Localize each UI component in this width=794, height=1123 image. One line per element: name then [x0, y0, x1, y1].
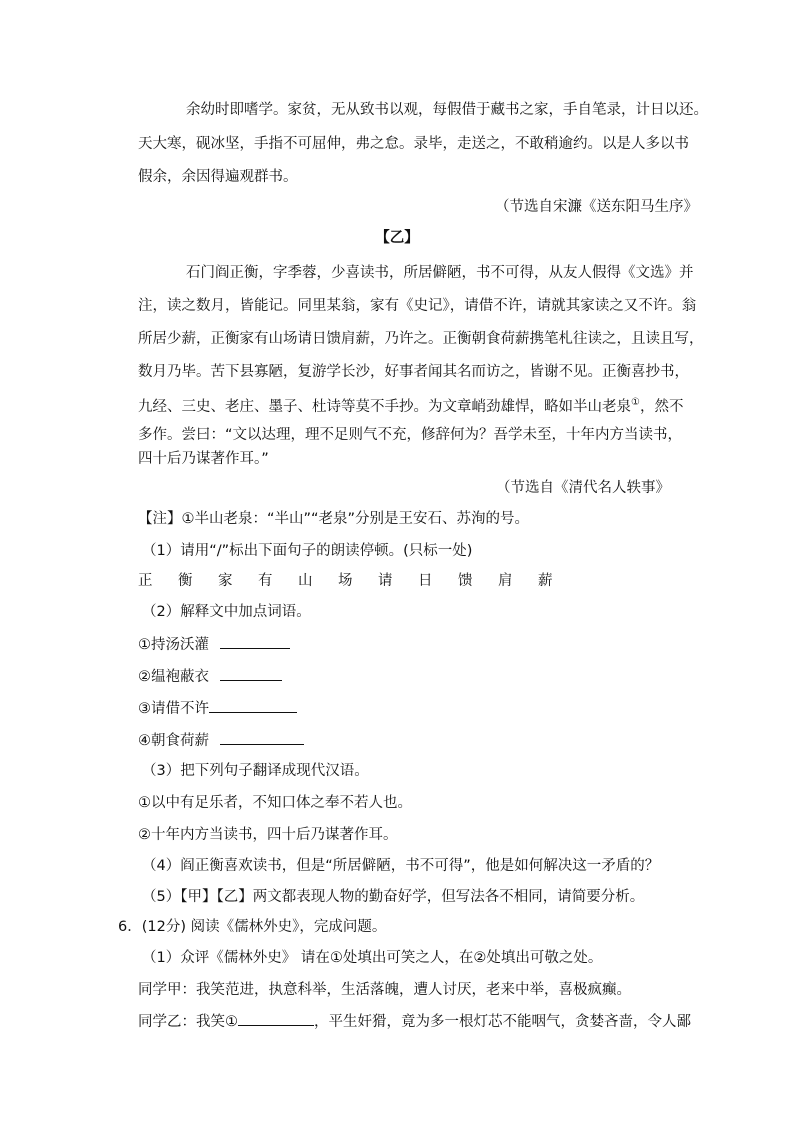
passage-jia-source: （节选自宋濂《送东阳马生序》 — [495, 199, 698, 215]
question-2-item-4 — [138, 730, 304, 751]
answer-blank[interactable] — [220, 730, 304, 745]
question-5: （5）【甲】【乙】两文都表现人物的勤奋好学，但写法各不相同，请简要分析。 — [142, 889, 645, 905]
passage-jia-line-1: 余幼时即嗜学。家贫，无从致书以观，每假借于藏书之家，手自笔录，计日以还。 — [186, 102, 708, 118]
question-1-sentence — [138, 571, 578, 591]
question-6-sub-1: （1）众评《儒林外史》 请在①处填出可笑之人，在②处填出可敬之处。 — [142, 950, 603, 966]
passage-yi-line-7: 四十后乃谋著作耳。” — [138, 451, 269, 467]
passage-yi-line-2: 注，读之数月，皆能记。同里某翁，家有《史记》，请借不许，请就其家读之又不许。翁 — [138, 298, 697, 314]
question-2-item-1 — [138, 634, 290, 655]
question-1: （1）请用“/”标出下面句子的朗读停顿。(只标一处) — [142, 543, 473, 559]
term-label: ②缊袍蔽衣 — [138, 669, 209, 685]
passage-yi-line-5 — [138, 393, 683, 417]
answer-blank[interactable] — [238, 1011, 314, 1026]
term-label: ③请借不许 — [138, 701, 209, 717]
passage-yi-heading: 【乙】 — [375, 230, 419, 246]
footnote-marker: ① — [631, 397, 640, 408]
student-b-suffix: ，平生奸猾，竟为多一根灯芯不能咽气，贪婪吝啬，令人鄙 — [314, 1014, 691, 1030]
sentence-char[interactable]: 有 — [258, 573, 273, 589]
sentence-char[interactable]: 正 — [138, 573, 153, 589]
question-6-title: 6．(12分) 阅读《儒林外史》，完成问题。 — [118, 919, 387, 935]
footnote: 【注】①半山老泉：“半山”“老泉”分别是王安石、苏洵的号。 — [138, 511, 530, 527]
passage-yi-line-5-text: 九经、三史、老庄、墨子、杜诗等莫不手抄。为文章峭劲雄悍，略如半山老泉 — [138, 398, 631, 415]
passage-yi-line-4: 数月乃毕。苦下县寡陋，复游学长沙，好事者闻其名而访之，皆谢不见。正衡喜抄书， — [138, 364, 689, 380]
sentence-char[interactable]: 薪 — [538, 573, 553, 589]
passage-jia-line-2: 天大寒，砚冰坚，手指不可屈伸，弗之怠。录毕，走送之，不敢稍逾约。以是人多以书 — [138, 136, 689, 152]
sentence-char[interactable]: 日 — [418, 573, 433, 589]
sentence-char[interactable]: 家 — [218, 573, 233, 589]
answer-blank[interactable] — [220, 634, 290, 649]
student-b-comment — [138, 1011, 691, 1032]
student-b-prefix: 同学乙：我笑① — [138, 1014, 238, 1030]
question-2-item-3 — [138, 698, 297, 719]
sentence-char[interactable]: 请 — [378, 573, 393, 589]
question-3-item-2: ②十年内方当读书，四十后乃谋著作耳。 — [138, 827, 398, 843]
question-4: （4）阎正衡喜欢读书，但是“所居僻陋，书不可得”，他是如何解决这一矛盾的？ — [142, 858, 660, 874]
question-3-item-1: ①以中有足乐者，不知口体之奉不若人也。 — [138, 795, 412, 811]
passage-yi-line-6: 多作。尝曰：“文以达理，理不足则气不充，修辞何为？吾学未至，十年内方当读书， — [138, 427, 683, 443]
passage-yi-line-3: 所居少薪，正衡家有山场请日馈肩薪，乃许之。正衡朝食荷薪携笔札往读之，且读且写， — [138, 331, 704, 347]
sentence-char[interactable]: 衡 — [178, 573, 193, 589]
term-label: ④朝食荷薪 — [138, 733, 209, 749]
sentence-char[interactable]: 山 — [298, 573, 313, 589]
student-a-comment: 同学甲：我笑范进，执意科举，生活落魄，遭人讨厌，老来中举，喜极疯癫。 — [138, 982, 631, 998]
answer-blank[interactable] — [209, 698, 297, 713]
question-2-item-2 — [138, 666, 282, 687]
sentence-char[interactable]: 馈 — [458, 573, 473, 589]
sentence-char[interactable]: 场 — [338, 573, 353, 589]
passage-yi-line-1: 石门阎正衡，字季蓉，少喜读书，所居僻陋，书不可得，从友人假得《文选》并 — [186, 265, 694, 281]
term-label: ①持汤沃灌 — [138, 637, 209, 653]
answer-blank[interactable] — [220, 666, 282, 681]
passage-yi-line-5-tail: ，然不 — [639, 398, 684, 415]
question-3: （3）把下列句子翻译成现代汉语。 — [142, 763, 369, 779]
question-2: （2）解释文中加点词语。 — [142, 604, 311, 620]
passage-yi-source: （节选自《清代名人轶事》 — [496, 480, 670, 496]
passage-jia-line-3: 假余，余因得遍观群书。 — [138, 169, 298, 185]
sentence-char[interactable]: 肩 — [498, 573, 513, 589]
